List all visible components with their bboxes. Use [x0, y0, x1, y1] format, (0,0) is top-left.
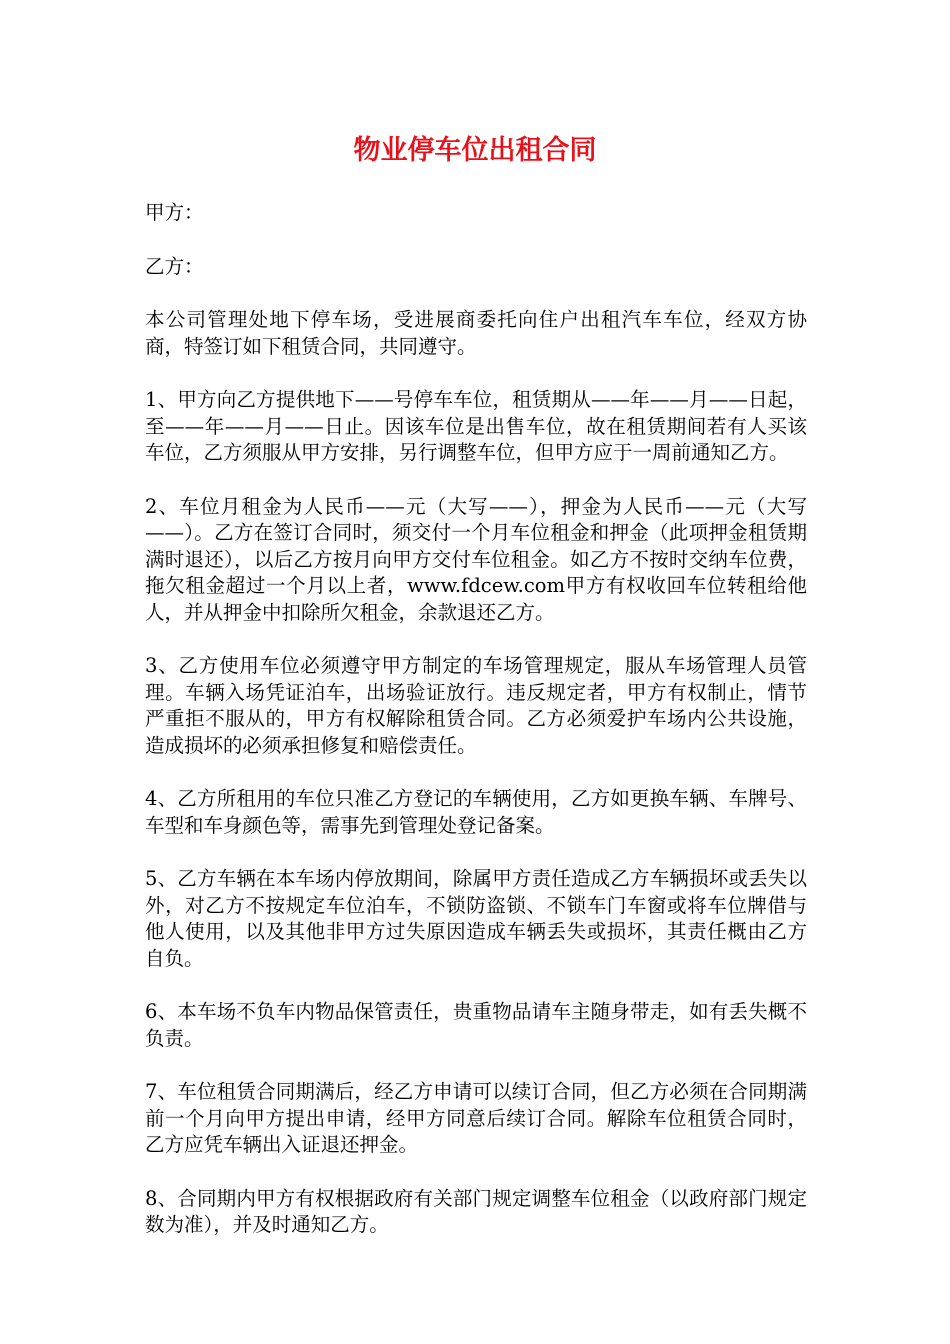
document-body [145, 200, 807, 1266]
clause-5: 5、乙方车辆在本车场内停放期间，除属甲方责任造成乙方车辆损坏或丢失以外，对乙方不按规定车位泊车，不锁防盗锁、不锁车门车窗或将车位牌借与他人使用，以及其他非甲方过失原因造成车辆丢失或损坏，其责任概由乙方自负。 [145, 867, 807, 970]
document-title: 物业停车位出租合同 [353, 135, 597, 166]
party-a-label: 甲方： [145, 201, 204, 224]
clause-3: 3、乙方使用车位必须遵守甲方制定的车场管理规定，服从车场管理人员管理。车辆入场凭证泊车，出场验证放行。违反规定者，甲方有权制止，情节严重拒不服从的，甲方有权解除租赁合同。乙方必须爱护车场内公共设施，造成损坏的必须承担修复和赔偿责任。 [145, 654, 807, 757]
clause-2: 2、车位月租金为人民币——元（大写——），押金为人民币——元（大写——）。乙方在签订合同时，须交付一个月车位租金和押金（此项押金租赁期满时退还），以后乙方按月向甲方交付车位租金。如乙方不按时交纳车位费，拖欠租金超过一个月以上者，www.fdcew.com甲方有权收回车位转租给他人，并从押金中扣除所欠租金，余款退还乙方。 [145, 494, 807, 624]
party-b-label: 乙方： [145, 254, 204, 278]
clause-7: 7、车位租赁合同期满后，经乙方申请可以续订合同，但乙方必须在合同期满前一个月向甲方提出申请，经甲方同意后续订合同。解除车位租赁合同时，乙方应凭车辆出入证退还押金。 [145, 1080, 807, 1156]
intro-paragraph: 本公司管理处地下停车场，受进展商委托向住户出租汽车车位，经双方协商，特签订如下租赁合同，共同遵守。 [145, 308, 807, 358]
clause-4: 4、乙方所租用的车位只准乙方登记的车辆使用，乙方如更换车辆、车牌号、车型和车身颜色等，需事先到管理处登记备案。 [145, 787, 807, 837]
clause-1: 1、甲方向乙方提供地下——号停车车位，租赁期从——年——月——日起，至——年——月——日止。因该车位是出售车位，故在租赁期间若有人买该车位，乙方须服从甲方安排，另行调整车位，但甲方应于一周前通知乙方。 [145, 388, 807, 464]
clause-6: 6、本车场不负车内物品保管责任，贵重物品请车主随身带走，如有丢失概不负责。 [145, 1000, 807, 1050]
clause-8: 8、合同期内甲方有权根据政府有关部门规定调整车位租金（以政府部门规定数为准），并及时通知乙方。 [145, 1186, 807, 1236]
